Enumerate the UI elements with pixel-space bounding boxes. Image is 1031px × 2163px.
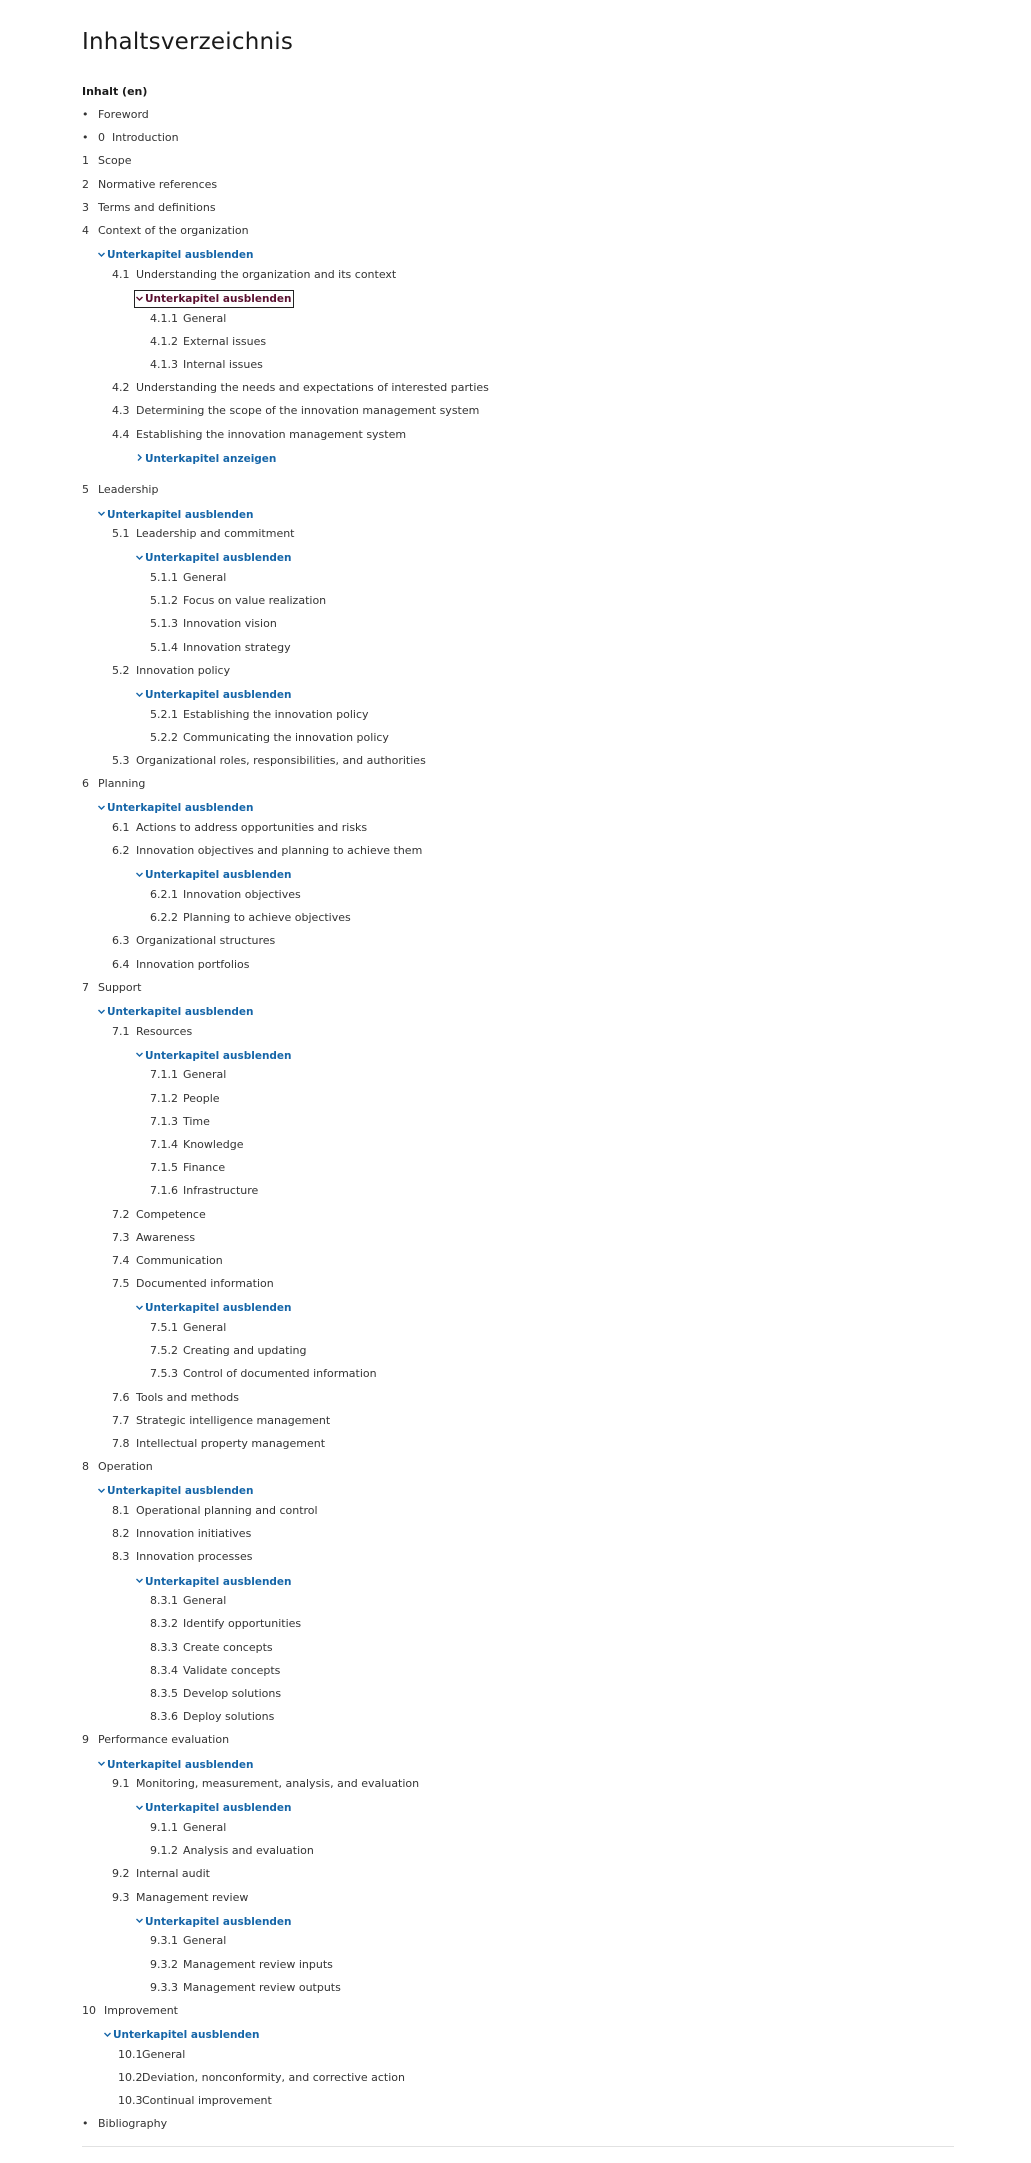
toc-entry-number: 10.3 — [118, 2094, 143, 2108]
toggle-label: Unterkapitel ausblenden — [145, 689, 292, 701]
toc-entry-number: 8.3.5 — [150, 1687, 178, 1700]
toc-entry-number: 8 — [82, 1460, 89, 1474]
toc-entry-number: 4.1.1 — [150, 311, 178, 325]
toc-entry-number: 6 — [82, 777, 89, 791]
toc-entry-number: 7.1.6 — [150, 1184, 178, 1198]
hide-subchapters-toggle[interactable] — [97, 507, 254, 523]
toc-entry-number: 7.1.3 — [150, 1114, 178, 1128]
toc-entry-number: 0 — [98, 131, 105, 145]
toc-entry-number: 5.1 — [112, 527, 130, 541]
show-subchapters-toggle[interactable] — [135, 451, 276, 467]
hide-subchapters-toggle[interactable] — [135, 1048, 292, 1064]
toc-entry-number: 3 — [82, 200, 89, 214]
toggle-label: Unterkapitel ausblenden — [107, 508, 254, 521]
toc-entry-number: 7.5.1 — [150, 1321, 178, 1334]
toc-entry-number: 6.4 — [112, 957, 130, 971]
toggle-label: Unterkapitel anzeigen — [145, 452, 277, 465]
toc-entry-title: Internal issues — [183, 358, 263, 371]
toc-entry-number: 8.3.4 — [150, 1663, 178, 1677]
hide-subchapters-toggle[interactable] — [135, 1914, 292, 1930]
toc-entry-title: Context of the organization — [98, 224, 249, 237]
toc-entry-title: Organizational roles, responsibilities, and authorities — [136, 754, 426, 767]
toc-entry-title: Improvement — [104, 2004, 178, 2017]
toc-entry-title: Deploy solutions — [183, 1710, 275, 1724]
chevron-down-icon — [97, 1759, 106, 1768]
chevron-down-icon — [97, 1007, 106, 1016]
toggle-label: Unterkapitel ausblenden — [145, 1049, 292, 1062]
toc-entry-title: Understanding the organization and its context — [136, 267, 397, 281]
toggle-label: Unterkapitel ausblenden — [113, 2029, 260, 2042]
toc-entry-title: Understanding the needs and expectations of interested parties — [136, 381, 489, 395]
toc-entry-number: 9.3 — [112, 1890, 130, 1904]
toc-entry-title: Terms and definitions — [98, 200, 216, 214]
toggle-label: Unterkapitel ausblenden — [107, 1758, 254, 1771]
hide-subchapters-toggle[interactable] — [97, 247, 254, 263]
toc-entry-number: 5.3 — [112, 754, 130, 767]
toc-entry-number: 9.1.1 — [150, 1821, 178, 1834]
toggle-label: Unterkapitel ausblenden — [107, 249, 254, 262]
toc-entry-title: Strategic intelligence management — [136, 1413, 331, 1427]
toc-entry-number: 5.2 — [112, 663, 130, 677]
toc-entry-number: 6.1 — [112, 821, 130, 834]
toc-entry-number: 4.4 — [112, 427, 130, 441]
toggle-label: Unterkapitel ausblenden — [145, 1302, 292, 1315]
toc-entry-number: 4.1.3 — [150, 358, 178, 371]
toc-entry-number: 7.8 — [112, 1437, 130, 1450]
toc-entry-title: Organizational structures — [136, 934, 276, 948]
toc-entry-number: 7.1 — [112, 1024, 130, 1038]
toc-entry-title: Introduction — [112, 131, 179, 145]
hide-subchapters-toggle[interactable] — [135, 550, 292, 566]
toc-entry-title: Management review outputs — [183, 1980, 341, 1994]
toc-entry-title: Validate concepts — [183, 1663, 281, 1677]
toc-entry-number: 7.1.2 — [150, 1091, 178, 1105]
toc-entry-number: 5.2.1 — [150, 707, 178, 721]
toc-entry-title: Monitoring, measurement, analysis, and evaluation — [136, 1777, 420, 1791]
page-title: Inhaltsverzeichnis — [82, 29, 294, 55]
toc-entry-title: Competence — [136, 1207, 206, 1221]
toc-entry-title: Management review inputs — [183, 1957, 333, 1971]
toc-entry-title: Control of documented information — [183, 1367, 377, 1381]
toc-entry-title: Deviation, nonconformity, and corrective action — [142, 2071, 405, 2084]
bottom-divider — [82, 2146, 954, 2147]
toc-entry-title: Establishing the innovation policy — [183, 707, 369, 721]
toc-entry-title: Internal audit — [136, 1867, 210, 1881]
toc-entry-title: General — [183, 1068, 227, 1082]
toc-entry-title: Support — [98, 980, 142, 994]
bullet-icon: • — [82, 131, 89, 145]
toc-entry-number: 7 — [82, 980, 89, 994]
toggle-label: Unterkapitel ausblenden — [145, 869, 292, 882]
toc-entry-title: General — [183, 1594, 227, 1608]
toc-entry-title: Resources — [136, 1024, 193, 1038]
toc-entry-number: 8.3.3 — [150, 1640, 178, 1654]
toc-entry-title: Develop solutions — [183, 1687, 282, 1700]
hide-subchapters-toggle[interactable] — [97, 1004, 254, 1020]
toc-entry-title: Identify opportunities — [183, 1617, 302, 1631]
toc-entry-title: Knowledge — [183, 1138, 244, 1151]
toc-entry-number: 4 — [82, 224, 89, 237]
toc-entry-number: 9.3.2 — [150, 1957, 178, 1971]
toc-entry-number: 7.6 — [112, 1390, 130, 1404]
hide-subchapters-toggle[interactable] — [135, 1300, 292, 1316]
chevron-down-icon — [135, 870, 144, 879]
toc-entry-title: Management review — [136, 1890, 249, 1904]
toc-entry-title: Analysis and evaluation — [183, 1844, 314, 1858]
toc-entry-title: Leadership — [98, 483, 159, 497]
toc-entry-title: Innovation objectives — [183, 888, 301, 901]
toc-entry-title: Planning to achieve objectives — [183, 911, 351, 925]
toc-entry-number: 7.4 — [112, 1254, 130, 1267]
toc-entry-number: 6.3 — [112, 934, 130, 948]
toc-entry-title: General — [183, 311, 227, 325]
toc-entry-number: 8.3.6 — [150, 1710, 178, 1724]
chevron-down-icon — [135, 1576, 144, 1585]
chevron-down-icon — [97, 1486, 106, 1495]
toc-entry-title: Tools and methods — [136, 1390, 239, 1404]
toc-entry-title: Operation — [98, 1460, 153, 1474]
toc-entry-title: General — [183, 1321, 227, 1334]
toggle-label: Unterkapitel ausblenden — [145, 1575, 292, 1588]
toc-entry-number: 4.2 — [112, 381, 130, 395]
toc-entry-number: 8.3 — [112, 1550, 130, 1564]
toc-entry-title: Normative references — [98, 177, 218, 191]
chevron-down-icon — [135, 690, 144, 699]
toc-entry-number: 7.1.1 — [150, 1068, 178, 1082]
toggle-label: Unterkapitel ausblenden — [145, 1915, 292, 1928]
toc-entry-number: 7.5.3 — [150, 1367, 178, 1381]
bullet-icon: • — [82, 108, 89, 121]
chevron-down-icon — [135, 1303, 144, 1312]
toc-entry-number: 4.1.2 — [150, 334, 178, 348]
toc-entry-title: Determining the scope of the innovation management system — [136, 404, 480, 418]
toc-entry-title: Innovation objectives and planning to achieve them — [136, 844, 423, 858]
toc-entry-number: 4.3 — [112, 404, 130, 418]
toggle-label: Unterkapitel ausblenden — [107, 1485, 254, 1498]
hide-subchapters-toggle[interactable] — [97, 800, 254, 816]
toc-entry-number: 5.2.2 — [150, 730, 178, 744]
toc-entry-title: Focus on value realization — [183, 594, 327, 608]
chevron-down-icon — [135, 553, 144, 562]
toc-entry-number: 9.2 — [112, 1867, 130, 1881]
toc-entry-title: Leadership and commitment — [136, 527, 295, 541]
toc-entry-number: 8.2 — [112, 1527, 130, 1541]
toc-entry-number: 9 — [82, 1733, 89, 1747]
toc-entry-title: External issues — [183, 334, 267, 348]
toc-entry-number: 10.2 — [118, 2071, 143, 2084]
toc-entry-number: 5.1.3 — [150, 617, 178, 631]
toc-entry-title: Communication — [136, 1254, 223, 1267]
toc-entry-number: 9.3.3 — [150, 1980, 178, 1994]
toc-entry-title: Innovation portfolios — [136, 957, 250, 971]
toc-entry-title: Innovation policy — [136, 663, 231, 677]
toc-entry-number: 7.2 — [112, 1207, 130, 1221]
hide-subchapters-toggle[interactable] — [97, 1483, 254, 1499]
toc-entry-title: Communicating the innovation policy — [183, 730, 389, 744]
chevron-right-icon — [135, 453, 144, 462]
toc-entry-title: Operational planning and control — [136, 1504, 318, 1517]
toc-entry-title: Time — [183, 1114, 210, 1128]
toc-entry-number: 8.3.1 — [150, 1594, 178, 1608]
toc-entry-number: 8.1 — [112, 1504, 130, 1517]
toc-entry-title: General — [183, 1821, 227, 1834]
toc-entry-title: Awareness — [136, 1230, 196, 1244]
toc-entry-number: 7.1.4 — [150, 1138, 178, 1151]
toc-entry-title: Performance evaluation — [98, 1733, 230, 1747]
content-language-heading: Inhalt (en) — [82, 85, 148, 98]
toc-entry-title: Scope — [98, 154, 132, 168]
toc-entry-number: 9.1.2 — [150, 1844, 178, 1858]
toc-entry-number: 4.1 — [112, 267, 130, 281]
toc-entry-title: General — [183, 1934, 227, 1948]
toc-entry-title: Innovation initiatives — [136, 1527, 252, 1541]
toc-entry-title: Bibliography — [98, 2117, 168, 2131]
toc-entry-title: Actions to address opportunities and risks — [136, 821, 368, 834]
chevron-down-icon — [97, 803, 106, 812]
toc-entry-number: 5.1.2 — [150, 594, 178, 608]
hide-subchapters-toggle[interactable] — [135, 867, 292, 883]
hide-subchapters-toggle[interactable] — [135, 1800, 292, 1816]
toc-entry-number: 5 — [82, 483, 89, 497]
chevron-down-icon — [135, 294, 144, 303]
toc-entry-number: 7.1.5 — [150, 1161, 178, 1175]
chevron-down-icon — [97, 509, 106, 518]
toc-entry-title: Planning — [98, 777, 146, 791]
toc-entry-title: People — [183, 1091, 220, 1105]
hide-subchapters-toggle[interactable] — [97, 1757, 254, 1773]
chevron-down-icon — [135, 1803, 144, 1812]
toc-entry-title: Documented information — [136, 1277, 274, 1291]
toggle-label: Unterkapitel ausblenden — [107, 1006, 254, 1018]
toc-entry-number: 2 — [82, 177, 89, 191]
toc-entry-number: 7.7 — [112, 1413, 130, 1427]
chevron-down-icon — [135, 1050, 144, 1059]
hide-subchapters-toggle[interactable] — [103, 2027, 260, 2043]
toc-entry-title: Continual improvement — [142, 2094, 272, 2108]
toggle-label: Unterkapitel ausblenden — [107, 802, 254, 815]
chevron-down-icon — [97, 250, 106, 259]
toc-entry-title: Innovation processes — [136, 1550, 253, 1564]
toc-entry-title: Create concepts — [183, 1640, 273, 1654]
toc-entry-title: Intellectual property management — [136, 1437, 326, 1450]
toc-entry-number: 6.2.2 — [150, 911, 178, 925]
toc-entry-title: Foreword — [98, 108, 149, 121]
toc-entry-title: Establishing the innovation management system — [136, 427, 407, 441]
toc-entry-title: Creating and updating — [183, 1344, 307, 1358]
toc-entry-title: General — [183, 571, 227, 584]
toc-entry-number: 6.2.1 — [150, 888, 178, 901]
toc-entry-number: 6.2 — [112, 844, 130, 858]
bullet-icon: • — [82, 2117, 89, 2131]
toggle-label: Unterkapitel ausblenden — [145, 552, 292, 565]
toc-entry-title: General — [142, 2047, 186, 2061]
toc-entry-number: 1 — [82, 154, 89, 168]
hide-subchapters-toggle[interactable] — [135, 687, 292, 703]
toc-entry-number: 7.5 — [112, 1277, 130, 1291]
toc-entry-number: 9.1 — [112, 1777, 130, 1791]
toc-entry-number: 7.5.2 — [150, 1344, 178, 1358]
toc-entry-number: 10 — [82, 2004, 96, 2017]
hide-subchapters-toggle[interactable] — [135, 1574, 292, 1590]
toc-entry-title: Innovation strategy — [183, 640, 291, 654]
toc-entry-title: Innovation vision — [183, 617, 277, 631]
toggle-label: Unterkapitel ausblenden — [145, 1802, 292, 1815]
chevron-down-icon — [103, 2030, 112, 2039]
toc-entry-number: 7.3 — [112, 1230, 130, 1244]
toc-entry-number: 5.1.1 — [150, 571, 178, 584]
toc-entry-number: 5.1.4 — [150, 640, 178, 654]
toc-entry-title: Infrastructure — [183, 1184, 259, 1198]
toc-entry-number: 9.3.1 — [150, 1934, 178, 1948]
toc-entry-number: 8.3.2 — [150, 1617, 178, 1631]
hide-subchapters-toggle[interactable] — [135, 291, 293, 307]
toc-entry-title: Finance — [183, 1161, 226, 1175]
chevron-down-icon — [135, 1916, 144, 1925]
toc-entry-number: 10.1 — [118, 2047, 143, 2061]
toggle-label: Unterkapitel ausblenden — [145, 293, 292, 305]
